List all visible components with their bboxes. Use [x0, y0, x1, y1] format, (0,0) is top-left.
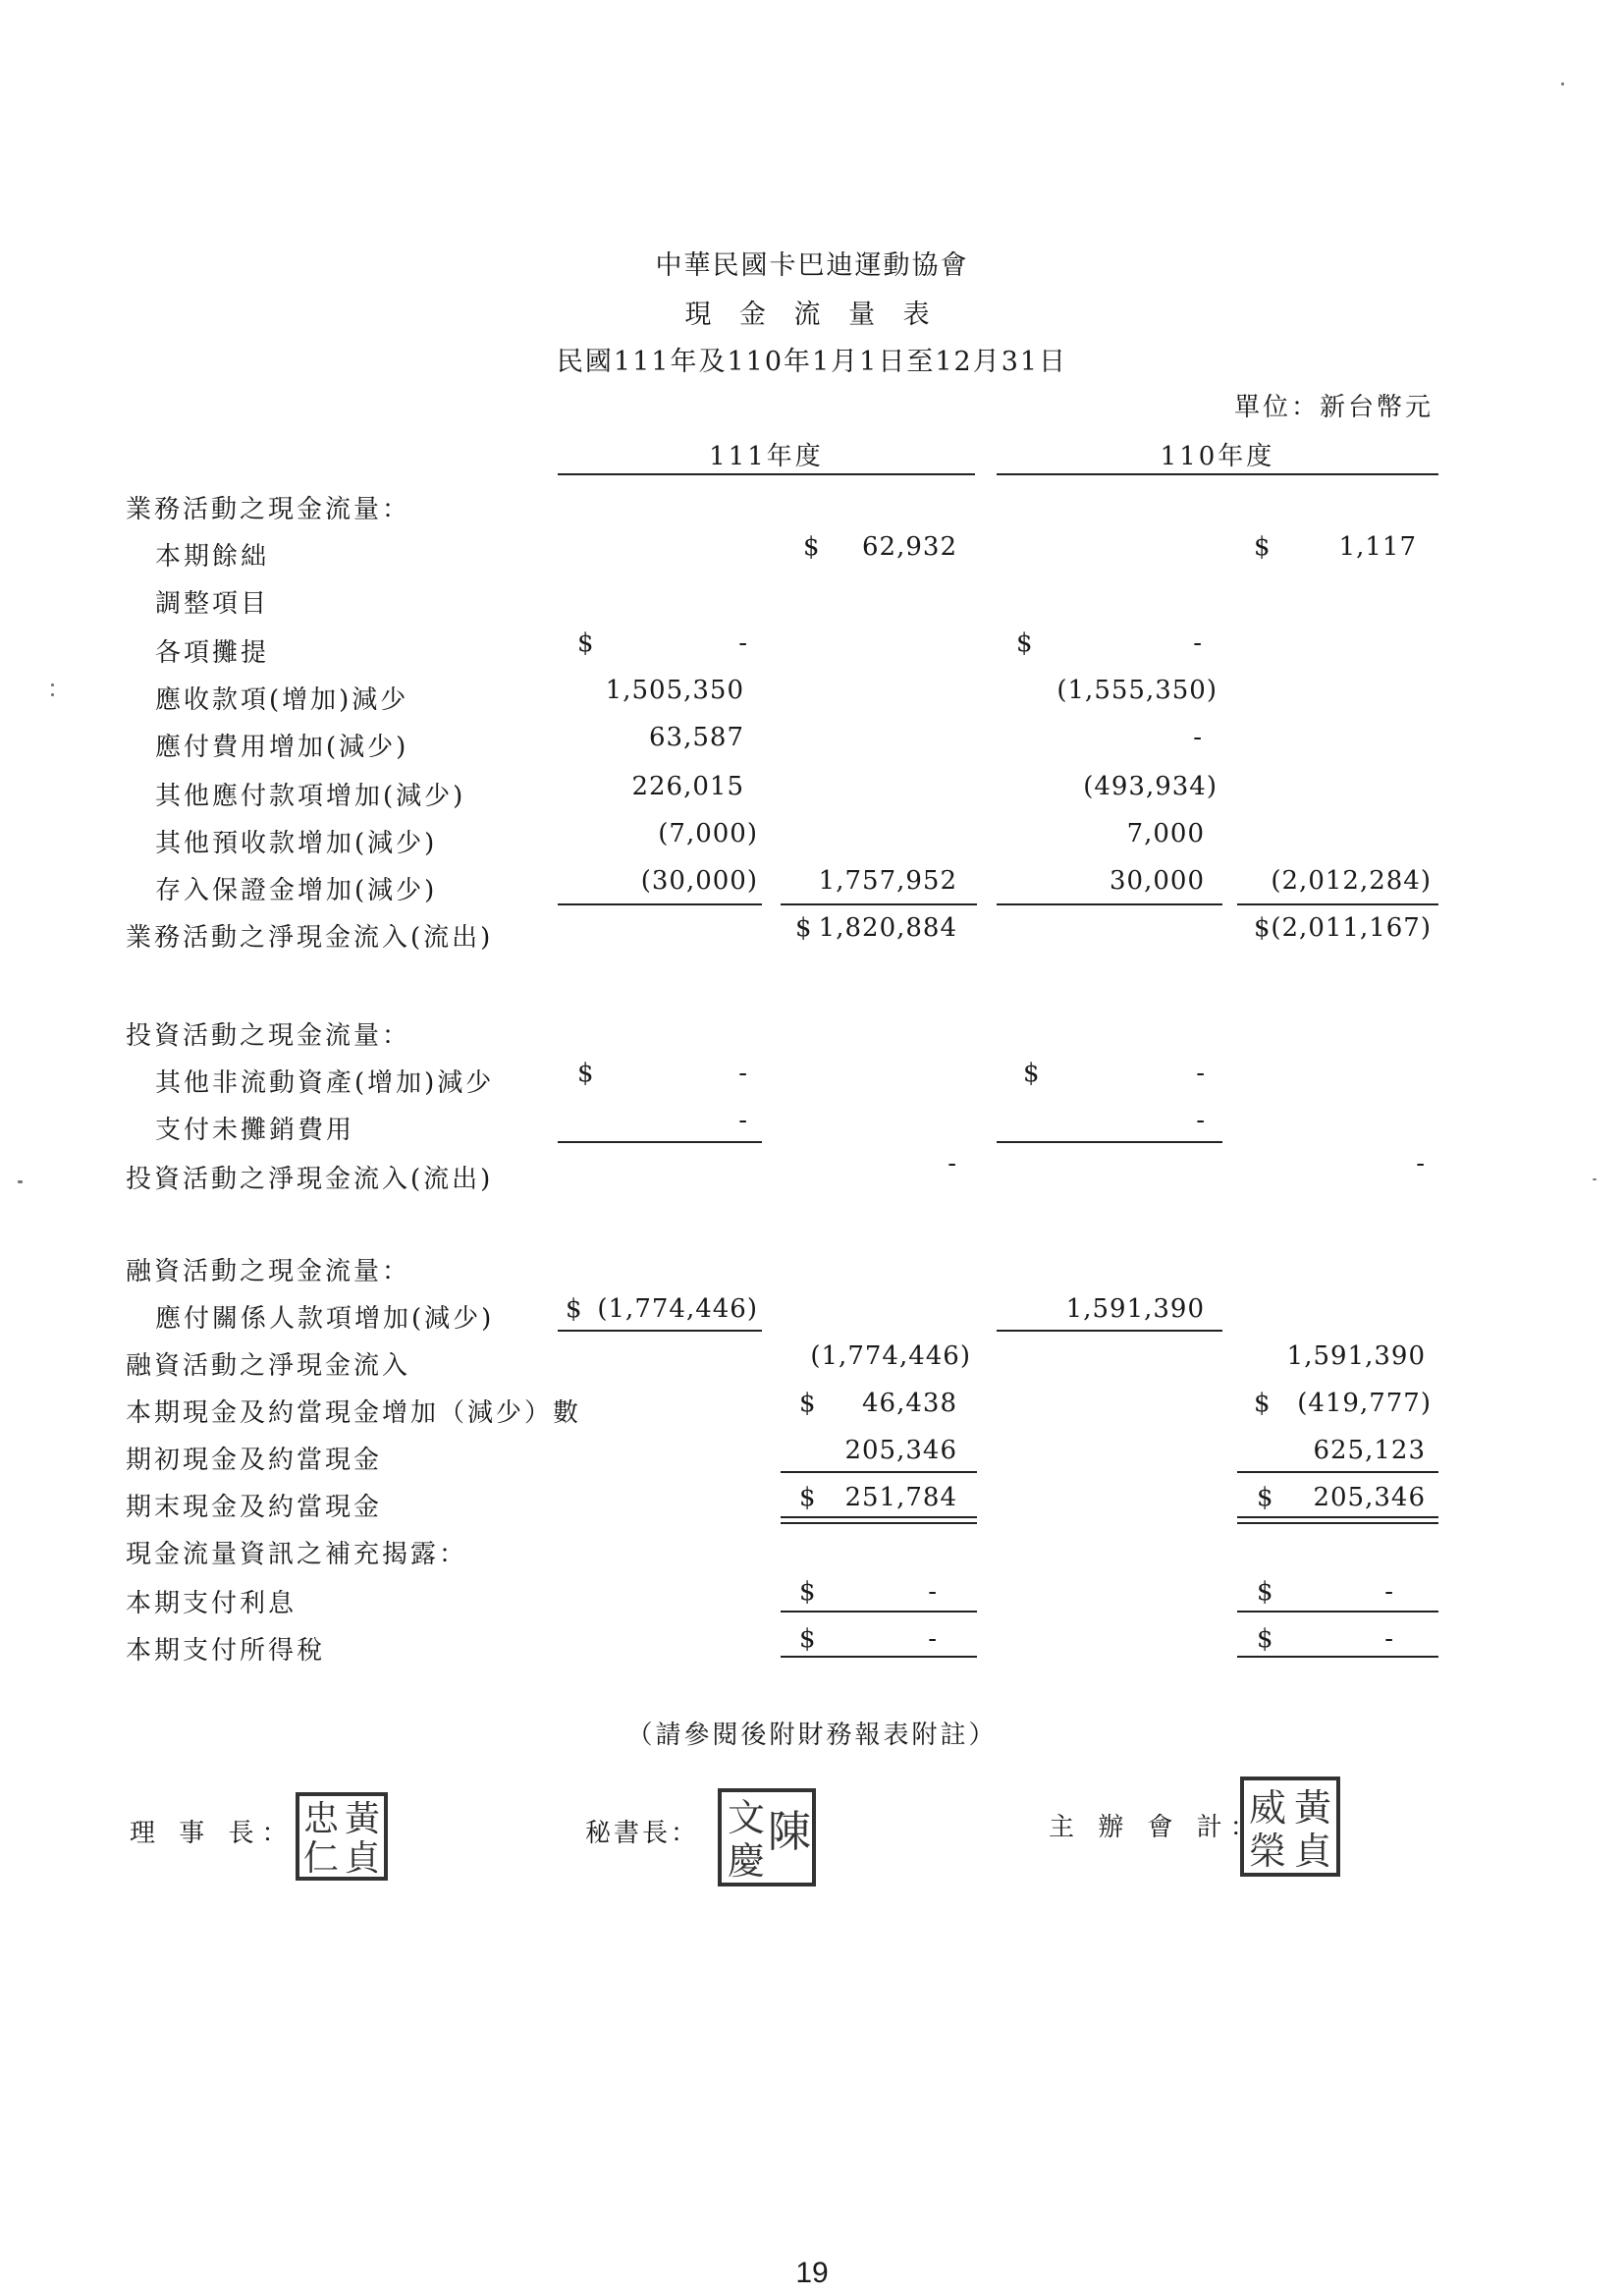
- subtotal-rule: [997, 903, 1222, 905]
- page-number: 19: [795, 2257, 829, 2289]
- subtotal-rule: [1237, 1471, 1438, 1473]
- subtotal-rule: [558, 1330, 762, 1332]
- total-double-rule: [781, 1516, 977, 1524]
- seal-char: 榮: [1248, 1830, 1287, 1873]
- row-label-net-change: 本期現金及約當現金增加（減少）數: [126, 1398, 582, 1428]
- currency-symbol: $: [799, 1624, 817, 1654]
- subtotal-rule: [781, 903, 977, 905]
- total-double-rule: [1237, 1516, 1438, 1524]
- subtotal-rule: [781, 1656, 977, 1658]
- scan-speck: [51, 693, 54, 696]
- chairman-label: 理 事 長：: [130, 1819, 296, 1848]
- currency-symbol: $: [577, 1059, 595, 1088]
- subtotal-rule: [1237, 903, 1438, 905]
- row-label-financing-net: 融資活動之淨現金流入: [126, 1351, 411, 1381]
- statement-title: 現 金 流 量 表: [684, 300, 940, 330]
- seal-char: 慶: [727, 1839, 766, 1883]
- receivables-111: 1,505,350: [605, 676, 744, 705]
- deposits-111: (30,000): [640, 866, 758, 896]
- investing-net-110: -: [1416, 1149, 1426, 1178]
- row-label-ending-cash: 期末現金及約當現金: [126, 1493, 383, 1522]
- other-advances-110: 7,000: [1126, 819, 1205, 848]
- operating-adjustments-111: 1,757,952: [818, 866, 957, 896]
- operating-net-111: 1,820,884: [818, 913, 957, 943]
- section-header-operating: 業務活動之現金流量：: [126, 495, 411, 524]
- provisions-110: -: [1193, 629, 1203, 658]
- operating-net-110: (2,011,167): [1271, 913, 1432, 943]
- noncurrent-assets-110: -: [1196, 1059, 1206, 1088]
- column-header-111: 111年度: [709, 442, 824, 471]
- currency-symbol: $: [1023, 1059, 1041, 1088]
- subtotal-rule: [1237, 1611, 1438, 1613]
- accrued-expenses-111: 63,587: [649, 723, 744, 752]
- seal-char: 文: [727, 1796, 766, 1839]
- section-header-financing: 融資活動之現金流量：: [126, 1257, 411, 1286]
- accrued-expenses-110: -: [1193, 723, 1203, 752]
- investing-net-111: -: [947, 1149, 957, 1178]
- row-label-provisions: 各項攤提: [155, 638, 270, 668]
- subtotal-rule: [558, 903, 762, 905]
- currency-symbol: $: [577, 629, 595, 658]
- seal-char: 貞: [344, 1838, 381, 1879]
- accountant-seal-graphic: [1239, 1776, 1341, 1878]
- currency-symbol: $: [1257, 1577, 1274, 1607]
- beginning-cash-110: 625,123: [1313, 1436, 1426, 1465]
- income-tax-paid-110: -: [1384, 1624, 1394, 1654]
- receivables-110: (1,555,350): [1056, 676, 1218, 705]
- currency-symbol: $: [803, 532, 821, 562]
- currency-symbol: $: [1257, 1483, 1274, 1512]
- row-label-interest-paid: 本期支付利息: [126, 1589, 298, 1618]
- currency-symbol: $: [799, 1389, 817, 1418]
- related-party-payables-111: (1,774,446): [597, 1294, 758, 1324]
- row-label-operating-net: 業務活動之淨現金流入(流出): [126, 923, 494, 953]
- currency-symbol: $: [1254, 532, 1272, 562]
- chairman-seal-graphic: [295, 1791, 389, 1882]
- row-label-other-payables: 其他應付款項增加(減少): [155, 782, 466, 811]
- scan-speck: [1593, 1178, 1597, 1180]
- row-label-noncurrent-assets: 其他非流動資產(增加)減少: [155, 1068, 495, 1098]
- subtotal-rule: [997, 1141, 1222, 1143]
- other-payables-110: (493,934): [1083, 772, 1218, 801]
- provisions-111: -: [738, 629, 748, 658]
- column-underline-110: [997, 473, 1438, 475]
- seal-char: 黃: [344, 1799, 381, 1839]
- scan-speck: [18, 1180, 23, 1183]
- section-header-supplemental: 現金流量資訊之補充揭露：: [126, 1540, 468, 1569]
- seal-char: 忠: [302, 1799, 340, 1839]
- row-label-adjustments: 調整項目: [155, 589, 270, 619]
- chairman-seal: [295, 1791, 389, 1886]
- column-underline-111: [558, 473, 975, 475]
- row-label-receivables: 應收款項(增加)減少: [155, 685, 409, 715]
- currency-symbol: $: [566, 1294, 583, 1324]
- row-label-beginning-cash: 期初現金及約當現金: [126, 1446, 383, 1475]
- interest-paid-110: -: [1384, 1577, 1394, 1607]
- row-label-unamortized-expenses: 支付未攤銷費用: [155, 1116, 355, 1145]
- secretary-seal: [717, 1787, 817, 1891]
- unamortized-expenses-111: -: [738, 1106, 748, 1135]
- subtotal-rule: [558, 1141, 762, 1143]
- currency-symbol: $: [1254, 913, 1272, 943]
- currency-symbol: $: [799, 1483, 817, 1512]
- currency-symbol: $: [1016, 629, 1034, 658]
- net-change-111: 46,438: [862, 1389, 957, 1418]
- net-income-111: 62,932: [862, 532, 957, 562]
- currency-symbol: $: [799, 1577, 817, 1607]
- beginning-cash-111: 205,346: [844, 1436, 957, 1465]
- subtotal-rule: [997, 1330, 1222, 1332]
- accountant-label: 主 辦 會 計：: [1049, 1813, 1264, 1842]
- seal-char: 貞: [1293, 1830, 1332, 1873]
- ending-cash-111: 251,784: [844, 1483, 957, 1512]
- secretary-label: 秘書長：: [585, 1819, 700, 1848]
- statement-period: 民國111年及110年1月1日至12月31日: [556, 347, 1068, 377]
- column-header-110: 110年度: [1160, 442, 1275, 471]
- income-tax-paid-111: -: [928, 1624, 938, 1654]
- row-label-income-tax-paid: 本期支付所得稅: [126, 1636, 326, 1666]
- subtotal-rule: [781, 1611, 977, 1613]
- scan-speck: [1561, 82, 1564, 85]
- row-label-deposits: 存入保證金增加(減少): [155, 876, 438, 905]
- unamortized-expenses-110: -: [1196, 1106, 1206, 1135]
- related-party-payables-110: 1,591,390: [1065, 1294, 1205, 1324]
- footnote-reference: （請參閱後附財務報表附註）: [626, 1721, 998, 1750]
- net-change-110: (419,777): [1297, 1389, 1432, 1418]
- deposits-110: 30,000: [1110, 866, 1205, 896]
- ending-cash-110: 205,346: [1313, 1483, 1426, 1512]
- seal-char: 陳: [768, 1807, 811, 1857]
- row-label-other-advances: 其他預收款增加(減少): [155, 829, 438, 858]
- noncurrent-assets-111: -: [738, 1059, 748, 1088]
- section-header-investing: 投資活動之現金流量：: [126, 1021, 411, 1051]
- financing-net-111: (1,774,446): [810, 1341, 971, 1371]
- currency-unit: 單位：新台幣元: [1233, 393, 1434, 422]
- seal-char: 黃: [1293, 1786, 1332, 1830]
- currency-symbol: $: [795, 913, 813, 943]
- currency-symbol: $: [1257, 1624, 1274, 1654]
- other-advances-111: (7,000): [658, 819, 758, 848]
- financing-net-110: 1,591,390: [1286, 1341, 1426, 1371]
- org-name: 中華民國卡巴迪運動協會: [655, 250, 969, 281]
- accountant-seal: [1239, 1776, 1341, 1882]
- scan-speck: [51, 683, 54, 686]
- seal-char: 仁: [302, 1838, 340, 1879]
- operating-adjustments-110: (2,012,284): [1271, 866, 1432, 896]
- subtotal-rule: [1237, 1656, 1438, 1658]
- row-label-net-income: 本期餘絀: [155, 542, 270, 572]
- seal-char: 威: [1248, 1786, 1287, 1830]
- secretary-seal-graphic: [717, 1787, 817, 1887]
- subtotal-rule: [781, 1471, 977, 1473]
- row-label-investing-net: 投資活動之淨現金流入(流出): [126, 1165, 494, 1194]
- row-label-accrued-expenses: 應付費用增加(減少): [155, 733, 409, 762]
- other-payables-111: 226,015: [631, 772, 744, 801]
- net-income-110: 1,117: [1338, 532, 1417, 562]
- row-label-related-party-payables: 應付關係人款項增加(減少): [155, 1304, 495, 1334]
- interest-paid-111: -: [928, 1577, 938, 1607]
- currency-symbol: $: [1254, 1389, 1272, 1418]
